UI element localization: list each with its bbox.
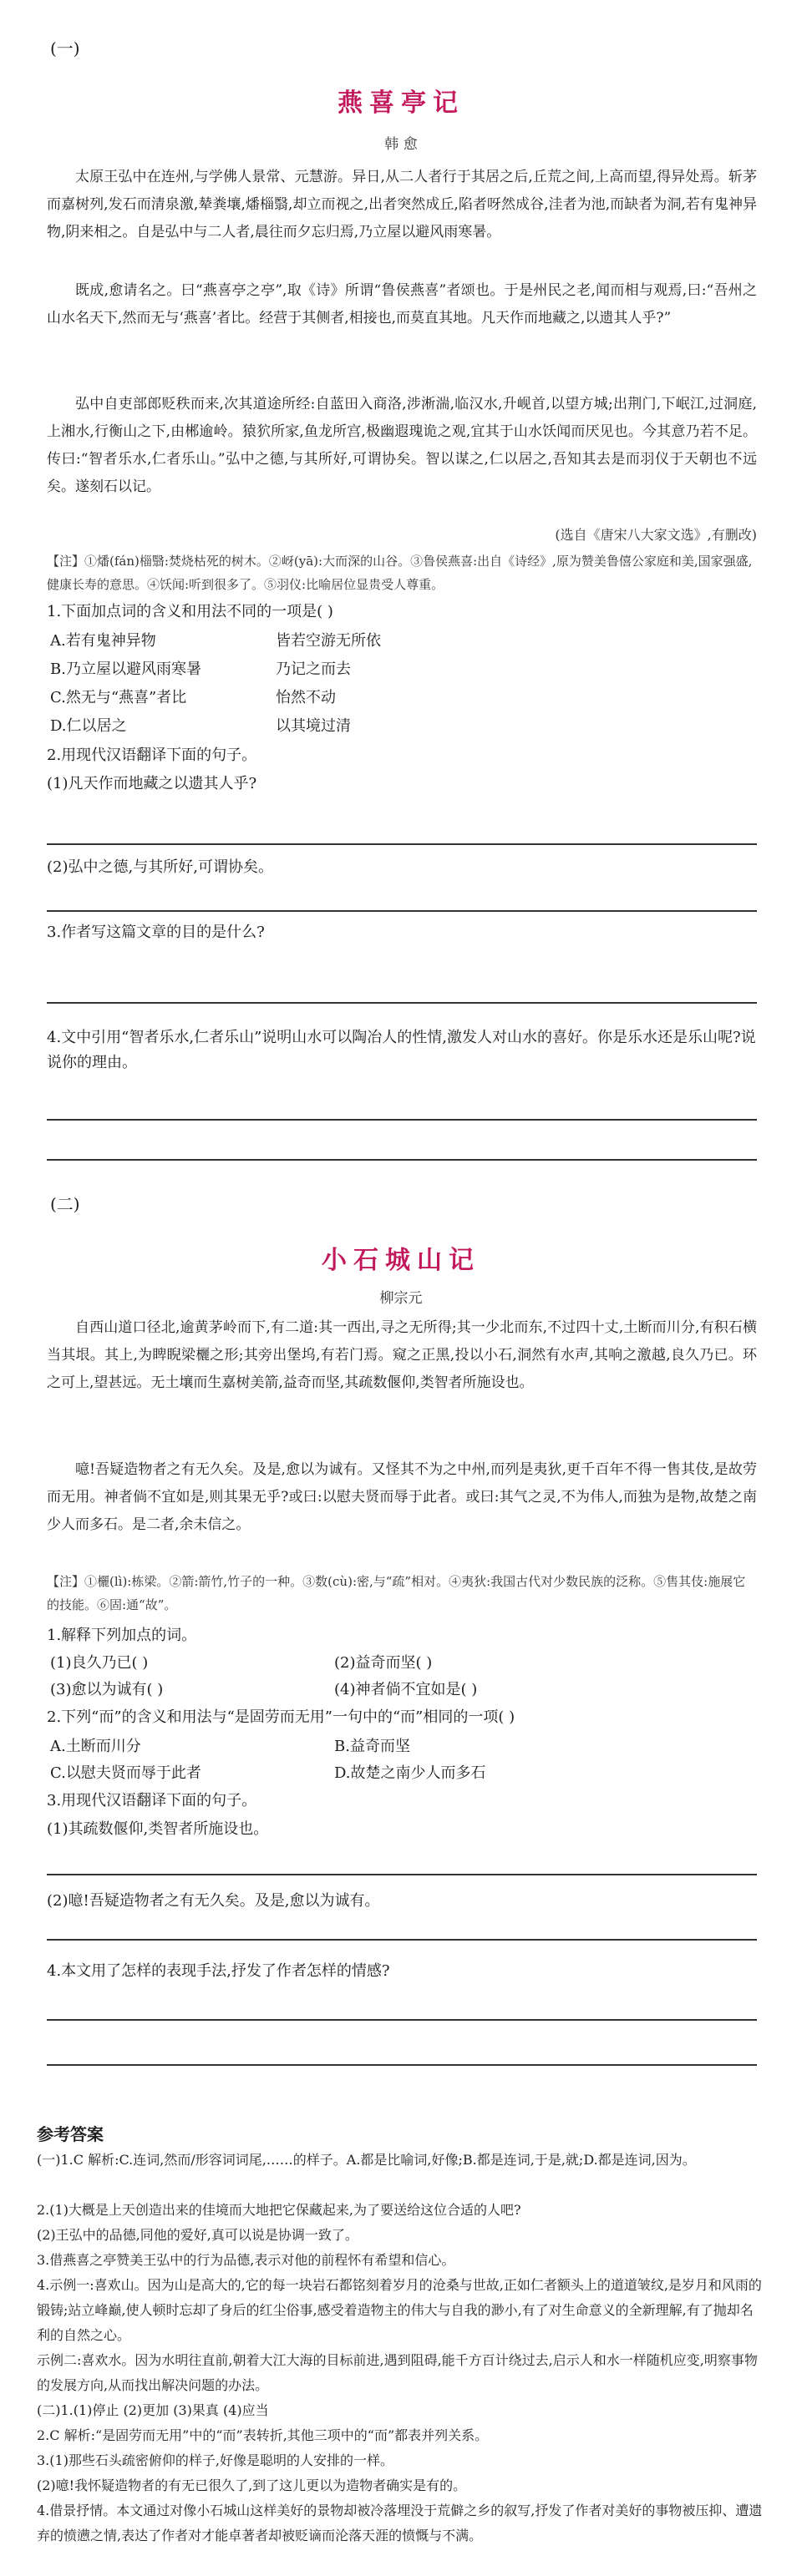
s2-q1-item-4[interactable]: (4)神者倘不宜如是( ) [334,1681,478,1698]
s2-q2-option-d: D.故楚之南少人而多石 [334,1764,486,1782]
s2-q3-sentence-2: (2)噫!吾疑造物者之有无久矣。及是,愈以为诚有。 [47,1892,380,1910]
s2-q4-answer-line-1[interactable] [47,2019,757,2021]
s1-q2-2-answer-line[interactable] [47,910,757,912]
answer-line-6: 示例二:喜欢水。因为水明往直前,朝着大江大海的目标前进,遇到阻碍,能千方百计绕过去,启示人和水一样随机应变,明察事物的发展方向,从而找出解决问题的办法。 [37,2352,758,2393]
s1-q1-option-c-left: C.然无与“燕喜”者比 [50,689,187,706]
s2-q3-1-answer-line[interactable] [47,1874,757,1875]
answer-line-7: (二)1.(1)停止 (2)更加 (3)果真 (4)应当 [37,2402,269,2418]
section2-author: 柳宗元 [379,1290,423,1307]
s1-q1-stem: 1.下面加点词的含义和用法不同的一项是( ) [47,603,333,620]
s1-q1-option-d-left: D.仁以居之 [50,717,127,735]
s1-q1-option-d-right: 以其境过清 [276,717,351,735]
section2-paragraph-2: 噫!吾疑造物者之有无久矣。及是,愈以为诚有。又怪其不为之中州,而列是夷狄,更千百年不得一售其伎,是故劳而无用。神者倘不宜如是,则其果无乎?或曰:以慰夫贤而辱于此者。或曰:其气之灵,不为伟人,而独为是物,故楚之南少人而多石。是二者,余未信之。 [47,1461,757,1533]
s1-q4-stem: 4.文中引用“智者乐水,仁者乐山”说明山水可以陶冶人的性情,激发人对山水的喜好。你是乐水还是乐山呢?说说你的理由。 [47,1029,756,1071]
s2-q3-sentence-1: (1)其疏数偃仰,类智者所施设也。 [47,1820,269,1838]
section1-label: (一) [50,38,80,58]
section1-title: 燕喜亭记 [338,89,464,118]
s1-q4-answer-line-1[interactable] [47,1119,757,1121]
s2-q1-stem: 1.解释下列加点的词。 [47,1627,197,1644]
answer-line-9: 3.(1)那些石头疏密俯仰的样子,好像是聪明的人安排的一样。 [37,2452,394,2468]
s2-q1-item-2[interactable]: (2)益奇而坚( ) [334,1654,433,1672]
s2-q2-stem: 2.下列“而”的含义和用法与“是固劳而无用”一句中的“而”相同的一项( ) [47,1708,515,1726]
s2-q2-option-c: C.以慰夫贤而辱于此者 [50,1764,201,1782]
s1-q1-option-a-left: A.若有鬼神异物 [50,632,156,650]
section1-paragraph-2: 既成,愈请名之。曰“燕喜亭之亭”,取《诗》所谓“鲁侯燕喜”者颂也。于是州民之老,闻而相与观焉,曰:“吾州之山水名天下,然而无与‘燕喜’者比。经营于其侧者,相接也,而莫直其地。凡天作而地藏之,以遗其人乎?” [47,282,757,326]
answer-line-11: 4.借景抒情。本文通过对像小石城山这样美好的景物却被冷落埋没于荒僻之乡的叙写,抒发了作者对美好的事物被压抑、遭遗弃的愤懑之情,表达了作者对才能卓著者却被贬谪而沦落天涯的愤慨与不满。 [37,2503,763,2543]
s1-q2-1-answer-line[interactable] [47,843,757,845]
section1-source: (选自《唐宋八大家文选》,有删改) [555,527,757,543]
s1-q2-stem: 2.用现代汉语翻译下面的句子。 [47,746,257,764]
s1-q1-option-b-right: 乃记之而去 [276,660,351,678]
s1-q1-option-a-right: 皆若空游无所依 [276,632,381,650]
answer-line-5: 4.示例一:喜欢山。因为山是高大的,它的每一块岩石都铭刻着岁月的沧桑与世故,正如仁者额头上的道道皱纹,是岁月和风雨的锻铸;站立峰巅,使人顿时忘却了身后的红尘俗事,感受着造物主的伟大与自我的渺小,有了对生命意义的全新理解,有了抛却名利的自然之心。 [37,2277,762,2343]
answers-title: 参考答案 [37,2124,104,2144]
s1-q4-answer-line-2[interactable] [47,1159,757,1161]
s2-q2-option-b: B.益奇而坚 [334,1738,410,1755]
answer-line-2: 2.(1)大概是上天创造出来的佳境而大地把它保藏起来,为了要送给这位合适的人吧? [37,2202,521,2218]
s2-q2-option-a: A.土断而川分 [50,1738,141,1755]
section2-label: (二) [50,1194,80,1214]
s2-q3-stem: 3.用现代汉语翻译下面的句子。 [47,1792,257,1809]
s2-q1-item-3[interactable]: (3)愈以为诚有( ) [50,1681,164,1698]
s1-q1-option-b-left: B.乃立屋以避风雨寒暑 [50,660,201,678]
section2-title: 小石城山记 [322,1246,480,1275]
s1-q3-stem: 3.作者写这篇文章的目的是什么? [47,924,265,941]
answer-line-4: 3.借燕喜之亭赞美王弘中的行为品德,表示对他的前程怀有希望和信心。 [37,2252,455,2268]
section2-footnotes: 【注】①欐(lì):栋梁。②箭:箭竹,竹子的一种。③数(cù):密,与“疏”相对。④夷狄:我国古代对少数民族的泛称。⑤售其伎:施展它的技能。⑥固:通“故”。 [47,1574,746,1612]
section1-paragraph-1: 太原王弘中在连州,与学佛人景常、元慧游。异日,从二人者行于其居之后,丘荒之间,上高而望,得异处焉。斩茅而嘉树列,发石而清泉激,辇粪壤,燔椔翳,却立而视之,出者突然成丘,陷者呀然成谷,洼者为池,而缺者为洞,若有鬼神异物,阴来相之。自是弘中与二人者,晨往而夕忘归焉,乃立屋以避风雨寒暑。 [47,169,757,240]
answer-line-1: (一)1.C 解析:C.连词,然而/形容词词尾,……的样子。A.都是比喻词,好像;B.都是连词,于是,就;D.都是连词,因为。 [37,2152,696,2168]
answer-line-8: 2.C 解析:“是固劳而无用”中的“而”表转折,其他三项中的“而”都表并列关系。 [37,2427,489,2443]
section1-paragraph-3: 弘中自吏部郎贬秩而来,次其道途所经:自蓝田入商洛,涉淅湍,临汉水,升岘首,以望方城;出荆门,下岷江,过洞庭,上湘水,行衡山之下,由郴逾岭。猿狖所家,鱼龙所宫,极幽遐瑰诡之观,宜其于山水饫闻而厌见也。今其意乃若不足。传曰:“智者乐水,仁者乐山。”弘中之德,与其所好,可谓协矣。智以谋之,仁以居之,吾知其去是而羽仪于天朝也不远矣。遂刻石以记。 [47,396,757,495]
s2-q1-item-1[interactable]: (1)良久乃已( ) [50,1654,149,1672]
s1-q2-sentence-1: (1)凡天作而地藏之以遗其人乎? [47,775,257,792]
s2-q3-2-answer-line[interactable] [47,1939,757,1941]
s2-q4-answer-line-2[interactable] [47,2064,757,2066]
s2-q4-stem: 4.本文用了怎样的表现手法,抒发了作者怎样的情感? [47,1962,390,1980]
answer-line-10: (2)噫!我怀疑造物者的有无已很久了,到了这儿更以为造物者确实是有的。 [37,2477,467,2493]
answer-line-3: (2)王弘中的品德,同他的爱好,真可以说是协调一致了。 [37,2227,358,2243]
section2-paragraph-1: 自西山道口径北,逾黄茅岭而下,有二道:其一西出,寻之无所得;其一少北而东,不过四十丈,土断而川分,有积石横当其垠。其上,为睥睨梁欐之形;其旁出堡坞,有若门焉。窥之正黑,投以小石,洞然有水声,其响之激越,良久乃已。环之可上,望甚远。无土壤而生嘉树美箭,益奇而坚,其疏数偃仰,类智者所施设也。 [47,1319,757,1391]
s1-q1-option-c-right: 怡然不动 [276,689,336,706]
section1-footnotes: 【注】①燔(fán)椔翳:焚烧枯死的树木。②岈(yā):大而深的山谷。③鲁侯燕喜:出自《诗经》,原为赞美鲁僖公家庭和美,国家强盛,健康长寿的意思。④饫闻:听到很多了。⑤羽仪:比喻居位显贵受人尊重。 [47,554,753,592]
s1-q2-sentence-2: (2)弘中之德,与其所好,可谓协矣。 [47,858,273,876]
s1-q3-answer-line[interactable] [47,1002,757,1004]
section1-author: 韩 愈 [384,136,418,153]
